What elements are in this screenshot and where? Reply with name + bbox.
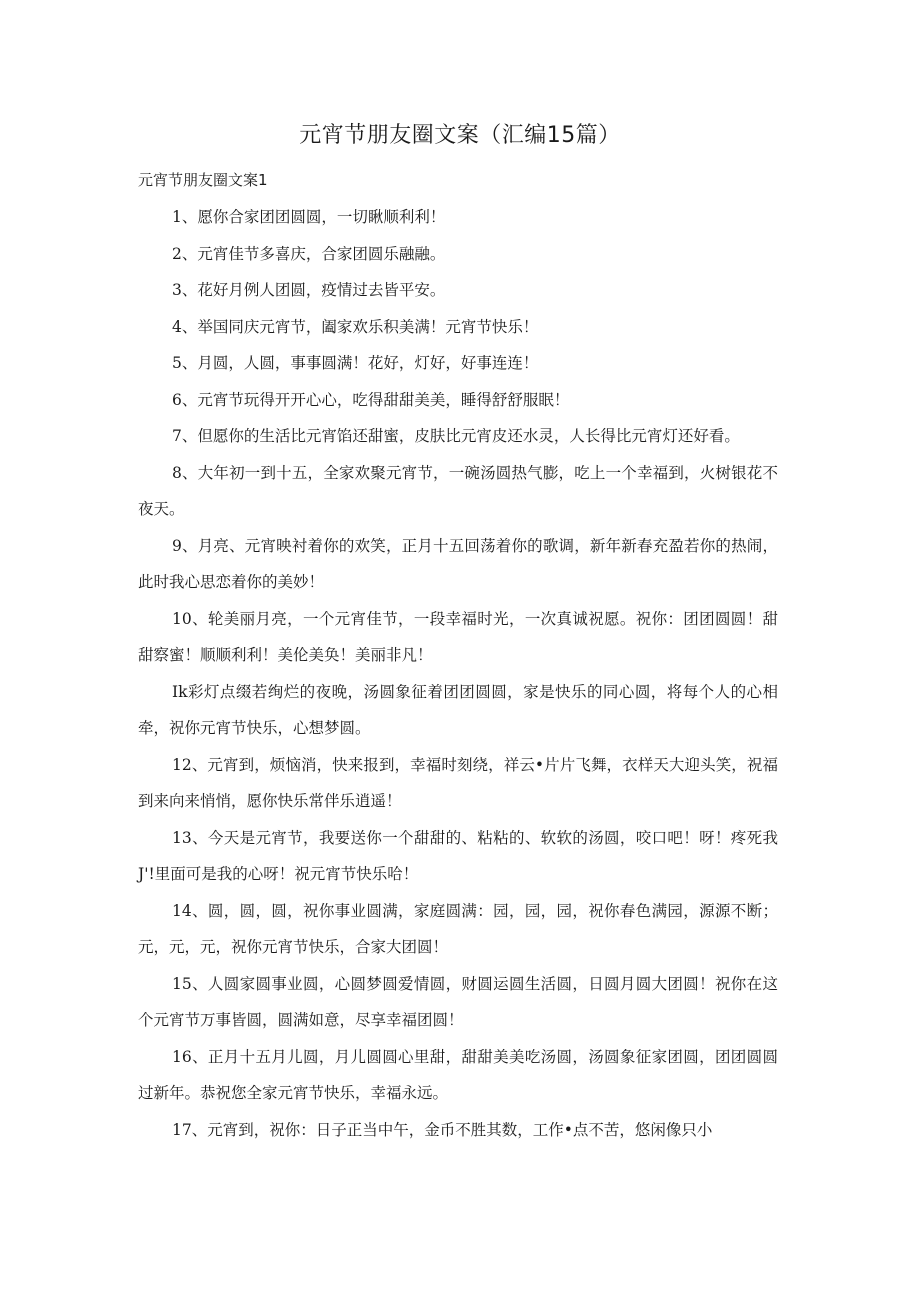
list-item: 9、月亮、元宵映衬着你的欢笑，正月十五回荡着你的歌调，新年新春充盈若你的热闹，此时我心思恋着你的美妙！ xyxy=(138,536,778,591)
list-item: 10、轮美丽月亮，一个元宵佳节，一段幸福时光，一次真诚祝愿。祝你：团团圆圆！甜甜察蜜！顺顺利利！美伦美奂！美丽非凡！ xyxy=(138,609,778,664)
list-item: 2、元宵佳节多喜庆，合家团圆乐融融。 xyxy=(172,244,446,263)
list-item: 12、元宵到，烦恼消，快来报到，幸福时刻绕，祥云•片片飞舞，衣样天大迎头笑，祝福到来向来悄悄，愿你快乐常伴乐逍遥！ xyxy=(138,755,778,810)
list-item: 3、花好月例人团圆，疫情过去皆平安。 xyxy=(172,281,446,299)
list-item: 7、但愿你的生活比元宵馅还甜蜜，皮肤比元宵皮还水灵，人长得比元宵灯还好看。 xyxy=(172,427,740,445)
list-item: 14、圆，圆，圆，祝你事业圆满，家庭圆满：园，园，园，祝你春色满园，源源不断；元，元，元，祝你元宵节快乐，合家大团圆！ xyxy=(138,901,778,956)
list-item: 13、今天是元宵节，我要送你一个甜甜的、粘粘的、软软的汤圆，咬口吧！呀！疼死我J'!里面可是我的心呀！祝元宵节快乐哈！ xyxy=(138,828,778,883)
section-title: 元宵节朋友圈文案1 xyxy=(138,171,268,189)
list-item: 15、人圆家圆事业圆，心圆梦圆爱情圆，财圆运圆生活圆，日圆月圆大团圆！祝你在这个元宵节万事皆圆，圆满如意，尽享幸福团圆！ xyxy=(138,974,778,1029)
list-item: 4、举国同庆元宵节，阖家欢乐积美满！元宵节快乐！ xyxy=(172,317,539,336)
list-item: Ik彩灯点缀若绚烂的夜晚，汤圆象征着团团圆圆，家是快乐的同心圆，将每个人的心相牵，祝你元宵节快乐，心想梦圆。 xyxy=(138,682,778,737)
list-item: 16、正月十五月儿圆，月儿圆圆心里甜，甜甜美美吃汤圆，汤圆象征家团圆，团团圆圆过新年。恭祝您全家元宵节快乐，幸福永远。 xyxy=(138,1047,778,1102)
list-item: 8、大年初一到十五，全家欢聚元宵节，一碗汤圆热气膨，吃上一个幸福到，火树银花不夜天。 xyxy=(138,463,778,518)
list-item: 5、月圆，人圆，事事圆满！花好，灯好，好事连连！ xyxy=(172,354,539,372)
list-item: 17、元宵到，祝你：日子正当中午，金币不胜其数，工作•点不苦，悠闲像只小 xyxy=(172,1120,713,1139)
list-item: 1、愿你合家团团圆圆，一切瞅顺利利！ xyxy=(172,208,446,226)
list-item: 6、元宵节玩得开开心心，吃得甜甜美美，睡得舒舒服眠！ xyxy=(172,390,570,409)
document-title: 元宵节朋友圈文案（汇编15篇） xyxy=(299,123,621,148)
wishes-list xyxy=(138,199,778,1148)
